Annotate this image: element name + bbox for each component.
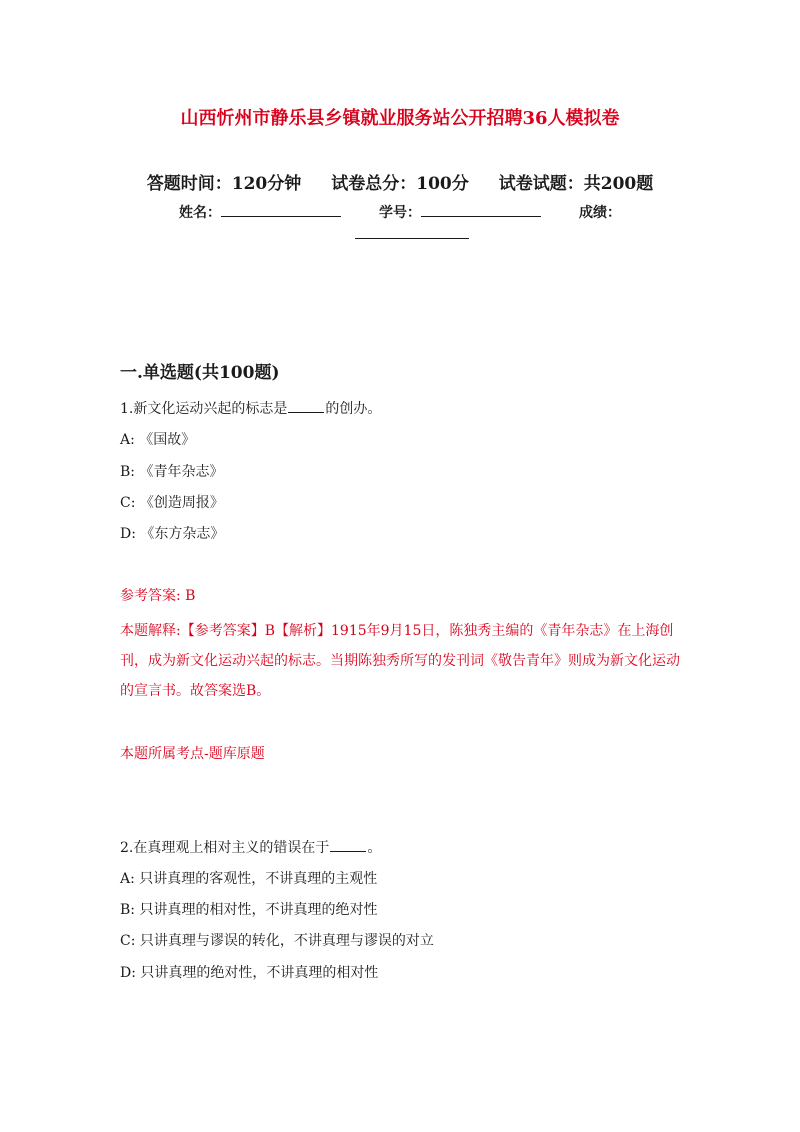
- score-blank: [355, 228, 469, 239]
- question-1-stem-after: 的创办。: [325, 401, 382, 417]
- question-1-explanation: 本题解释:【参考答案】B【解析】1915年9月15日，陈独秀主编的《青年杂志》在上海创刊，成为新文化运动兴起的标志。当期陈独秀所写的发刊词《敬告青年》则成为新文化运动的宣言书。故答案选B。: [120, 623, 680, 699]
- student-info-line: [0, 202, 800, 222]
- question-1-blank: [288, 400, 324, 413]
- question-2-stem: [120, 837, 381, 857]
- question-2-option-c: C: 只讲真理与谬误的转化，不讲真理与谬误的对立: [120, 933, 434, 949]
- question-2-stem-before: 2.在真理观上相对主义的错误在于: [120, 840, 330, 856]
- question-2-stem-after: 。: [367, 840, 382, 856]
- name-blank: [221, 202, 341, 217]
- exam-question-count: 试卷试题：共200题: [498, 174, 654, 194]
- question-1-stem-before: 1.新文化运动兴起的标志是: [120, 401, 288, 417]
- question-1-option-d: D: 《东方杂志》: [120, 526, 225, 542]
- question-1-option-c: C: 《创造周报》: [120, 495, 224, 511]
- question-2-option-b: B: 只讲真理的相对性，不讲真理的绝对性: [120, 902, 378, 918]
- question-1-source: 本题所属考点-题库原题: [120, 746, 265, 762]
- exam-title: 山西忻州市静乐县乡镇就业服务站公开招聘36人模拟卷: [180, 108, 620, 129]
- question-1-stem: [120, 398, 381, 418]
- question-1-option-b: B: 《青年杂志》: [120, 464, 224, 480]
- exam-meta: [0, 169, 800, 194]
- question-2-blank: [330, 839, 366, 852]
- section-title: 一.单选题(共100题): [120, 363, 280, 383]
- question-2-option-a: A: 只讲真理的客观性，不讲真理的主观性: [120, 871, 378, 887]
- question-1-option-a: A: 《国故》: [120, 432, 196, 448]
- exam-time: 答题时间：120分钟: [146, 174, 302, 194]
- exam-total-score: 试卷总分：100分: [331, 174, 469, 194]
- question-2-option-d: D: 只讲真理的绝对性，不讲真理的相对性: [120, 965, 379, 981]
- score-label: 成绩：: [579, 205, 621, 221]
- id-label: 学号：: [379, 205, 421, 221]
- question-1-answer: 参考答案: B: [120, 588, 196, 604]
- name-label: 姓名：: [179, 205, 221, 221]
- id-blank: [421, 202, 541, 217]
